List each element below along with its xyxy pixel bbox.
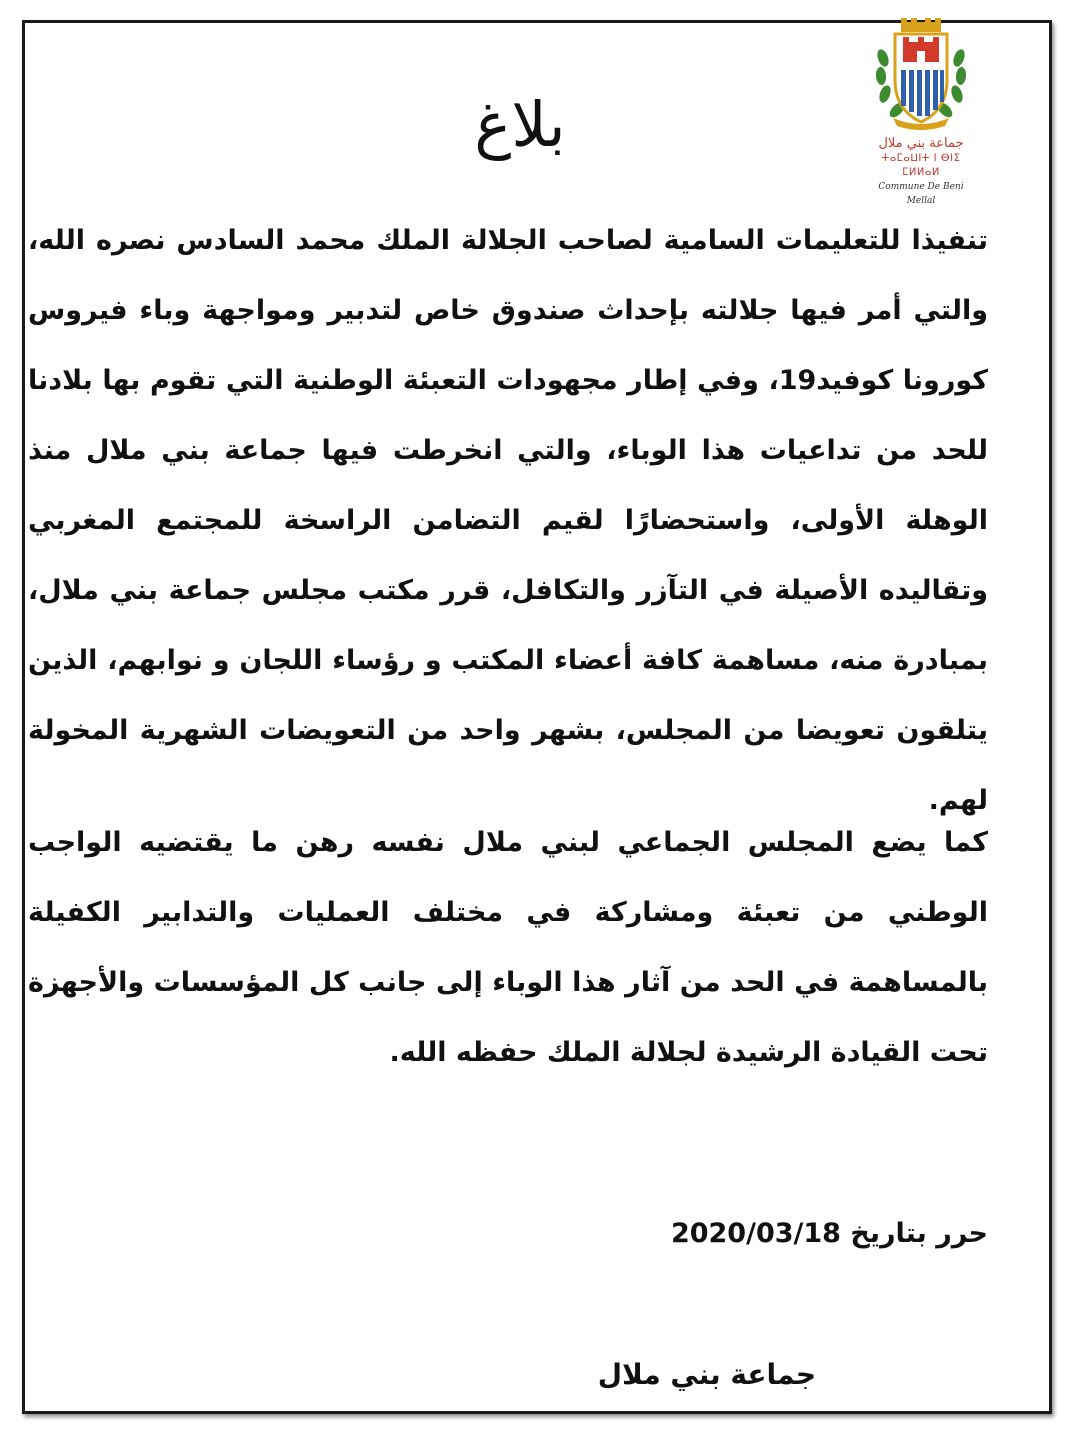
date-line: [671, 1218, 988, 1249]
paragraph-1: تنفيذا للتعليمات السامية لصاحب الجلالة الملك محمد السادس نصره الله، والتي أمر فيها جلالته بإحداث صندوق خاص لتدبير ومواجهة وباء فيروس كورونا كوفيد19، وفي إطار مجهودات التعبئة الوطنية التي تقوم بها بلادنا للحد من تداعيات هذا الوباء، والتي انخرطت فيها جماعة بني ملال منذ الوهلة الأولى، واستحضارًا لقيم التضامن الراسخة للمجتمع المغربي وتقاليده الأصيلة في التآزر والتكافل، قرر مكتب مجلس جماعة بني ملال، بمبادرة منه، مساهمة كافة أعضاء المكتب و رؤساء اللجان و نوابهم، الذين يتلقون تعويضا من المجلس، بشهر واحد من التعويضات الشهرية المخولة لهم.: [28, 225, 988, 816]
logo-name-french: Commune De Beni Mellal: [878, 182, 964, 206]
signature: جماعة بني ملال: [597, 1358, 816, 1391]
logo-name-arabic: جماعة بني ملال: [878, 136, 964, 151]
logo-name-tifinagh: ⵜⴰⵎⴰⵡⵏⵜ ⵏ ⴱⵏⵉ ⵎⵍⵍⴰⵍ: [881, 153, 961, 178]
municipality-logo: [866, 18, 976, 208]
paragraph-2: كما يضع المجلس الجماعي لبني ملال نفسه رهن ما يقتضيه الواجب الوطني من تعبئة ومشاركة في مختلف العمليات والتدابير الكفيلة بالمساهمة في الحد من آثار هذا الوباء إلى جانب كل المؤسسات والأجهزة تحت القيادة الرشيدة لجلالة الملك حفظه الله.: [28, 827, 988, 1068]
coat-of-arms-icon: [873, 18, 969, 130]
document-title: بلاغ: [474, 88, 566, 161]
date-value: 2020/03/18: [670, 1218, 841, 1249]
date-label: حرر بتاريخ: [850, 1218, 988, 1249]
